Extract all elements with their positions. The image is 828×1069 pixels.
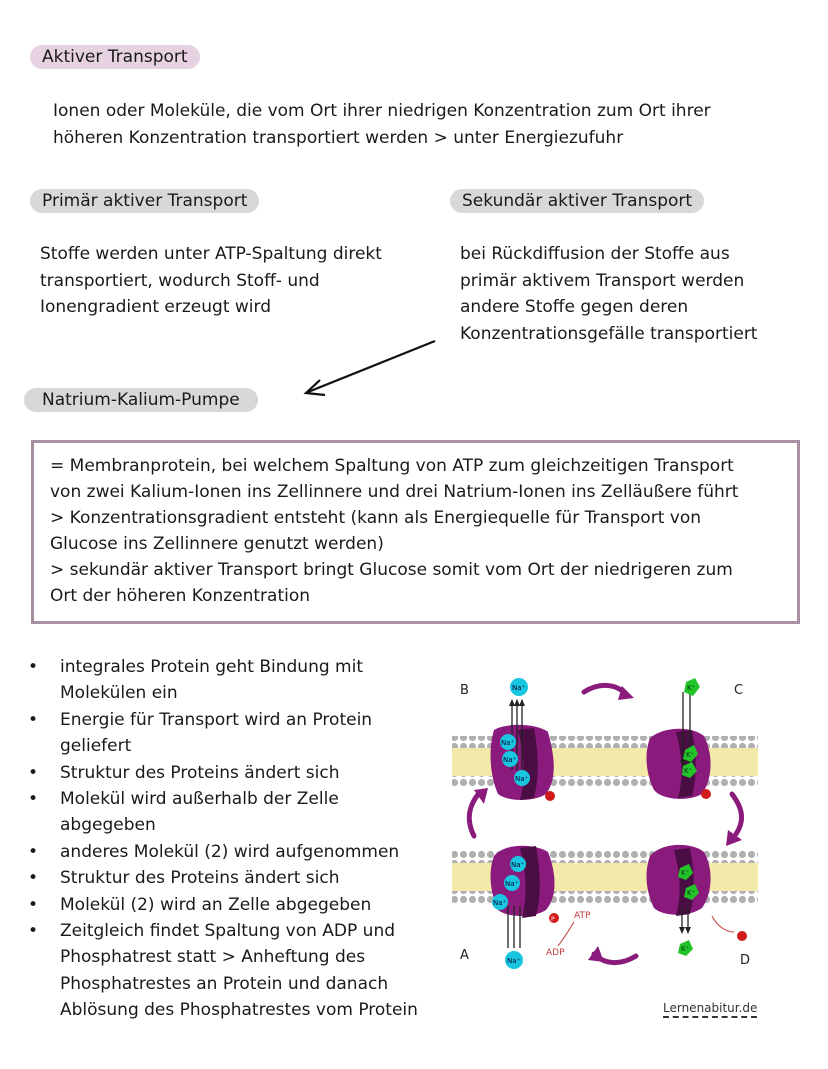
step-line: • Molekül wird außerhalb der Zelle (60, 789, 339, 810)
na-label: Na⁺ (512, 684, 526, 692)
k-label: K⁺ (681, 869, 690, 877)
p-label: P (551, 916, 555, 923)
secondary-line: andere Stoffe gegen deren (460, 297, 689, 317)
secondary-line: bei Rückdiffusion der Stoffe aus (460, 244, 730, 264)
list-item (28, 654, 448, 707)
atp-adp-arrow-icon (558, 922, 574, 946)
primary-title: Primär aktiver Transport (30, 189, 259, 213)
list-item (28, 865, 448, 891)
secondary-title: Sekundär aktiver Transport (450, 189, 704, 213)
k-label: K⁺ (681, 945, 690, 953)
na-label: Na⁺ (503, 756, 517, 764)
list-item (28, 707, 448, 760)
label-a: A (460, 948, 469, 963)
step-line: • integrales Protein geht Bindung mit (60, 657, 363, 677)
pump-title: Natrium-Kalium-Pumpe (24, 388, 258, 412)
k-label: K⁺ (687, 684, 696, 692)
list-item (28, 786, 448, 839)
primary-line: Stoffe werden unter ATP-Spaltung direkt (40, 244, 382, 264)
step-line: abgegeben (60, 815, 156, 836)
intro-line: Ionen oder Moleküle, die vom Ort ihrer niedrigen Konzentration zum Ort ihrer (53, 101, 711, 121)
definition-line: Ort der höheren Konzentration (50, 586, 311, 606)
step-line: • Energie für Transport wird an Protein (60, 709, 373, 730)
label-d: D (740, 953, 751, 968)
source-footer: Lernenabitur.de (663, 1000, 757, 1018)
step-line: • anderes Molekül (2) wird aufgenommen (60, 841, 400, 862)
secondary-line: primär aktivem Transport werden (460, 270, 745, 291)
protein-a (491, 846, 559, 948)
sodium-potassium-pump-diagram (450, 670, 770, 970)
na-label: Na⁺ (501, 739, 515, 747)
protein-c (647, 692, 711, 799)
list-item (28, 892, 448, 918)
step-line: • Struktur des Proteins ändert sich (60, 762, 340, 783)
arrow-b-to-c-icon (584, 685, 626, 694)
step-line: • Struktur des Proteins ändert sich (60, 868, 340, 889)
step-line: Ablösung des Phosphatrestes vom Protein (60, 1000, 418, 1021)
definition-line: von zwei Kalium-Ionen ins Zellinnere und drei Natrium-Ionen ins Zelläußere führt (50, 482, 739, 502)
step-line: • Molekül (2) wird an Zelle abgegeben (60, 894, 372, 915)
na-label: Na⁺ (507, 957, 521, 965)
arrow-a-to-b-icon (469, 792, 480, 836)
primary-line: Ionengradient erzeugt wird (40, 297, 272, 317)
k-label: K⁺ (686, 751, 695, 759)
step-line: Phosphatrestes an Protein und danach (60, 973, 389, 994)
k-label: K⁺ (687, 889, 696, 897)
na-label: Na⁺ (515, 775, 529, 783)
definition-box (31, 440, 800, 624)
list-item (28, 760, 448, 786)
phosphate-released (737, 931, 747, 941)
protein-b (491, 699, 555, 801)
list-item (28, 839, 448, 865)
steps-list (28, 654, 448, 1024)
step-line: Molekülen ein (60, 683, 178, 704)
step-line: • Zeitgleich findet Spaltung von ADP und (60, 921, 396, 942)
step-line: geliefert (60, 736, 132, 757)
na-label: Na⁺ (511, 861, 525, 869)
na-label: Na⁺ (505, 880, 519, 888)
definition-text (50, 453, 738, 609)
definition-line: = Membranprotein, bei welchem Spaltung von ATP zum gleichzeitigen Transport (50, 456, 734, 476)
definition-line: > Konzentrationsgradient entsteht (kann als Energiequelle für Transport von (50, 508, 701, 528)
label-c: C (734, 683, 744, 698)
secondary-line: Konzentrationsgefälle transportiert (460, 323, 758, 344)
na-label: Na⁺ (493, 899, 507, 907)
definition-line: Glucose ins Zellinnere genutzt werden) (50, 534, 384, 554)
list-item (28, 918, 448, 1024)
intro-line: höheren Konzentration transportiert werden > unter Energiezufuhr (53, 127, 624, 148)
arrow-c-to-d-icon (732, 794, 742, 834)
pointer-arrow-icon (0, 0, 828, 420)
atp-label: ATP (574, 911, 591, 921)
primary-line: transportiert, wodurch Stoff- und (40, 270, 320, 291)
label-b: B (460, 683, 469, 698)
adp-label: ADP (546, 948, 565, 958)
definition-line: > sekundär aktiver Transport bringt Glucose somit vom Ort der niedrigeren zum (50, 560, 733, 580)
k-label: K⁺ (684, 767, 693, 775)
step-line: Phosphatrest statt > Anheftung des (60, 947, 366, 968)
page-title: Aktiver Transport (30, 45, 200, 69)
